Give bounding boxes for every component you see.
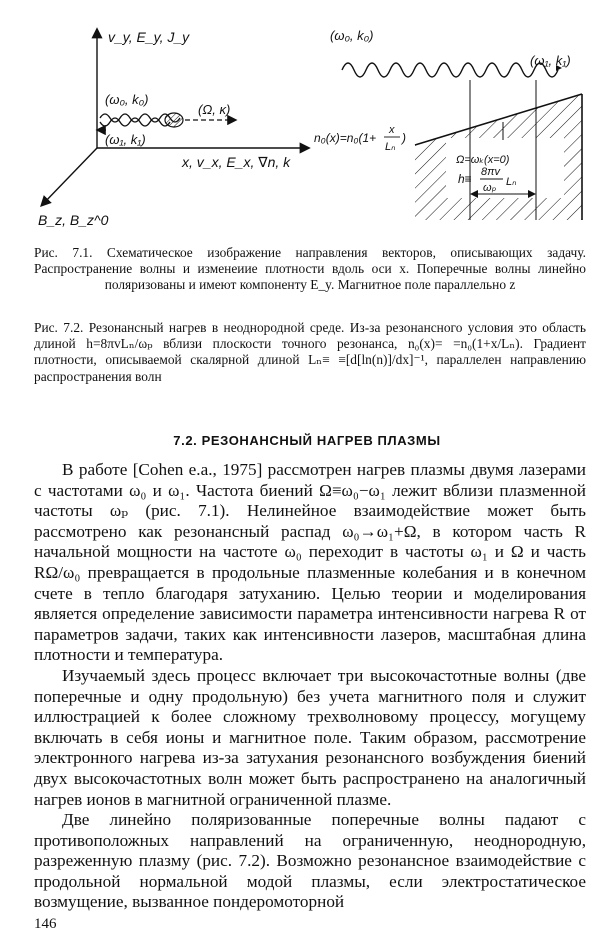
h-lhs: h≡ <box>458 172 472 186</box>
density-close: ) <box>402 131 406 145</box>
figure-7-2-drawing <box>300 20 600 240</box>
figure-7-2-caption: Рис. 7.2. Резонансный нагрев в неоднородной среде. Из-за резонансного условия это область длиной h=8πvLₙ/ωₚ вблизи плоскости точного резонанса, n₀(x)= =n₀(1+x/Lₙ). Градиент плотности, описываемой скалярной длиной Lₙ≡ ≡[d[ln(n)]/dx]⁻¹, параллелен направлению распространения волн <box>34 320 586 384</box>
h-rhs: Lₙ <box>506 176 517 188</box>
h-den: ωₚ <box>483 182 497 194</box>
paragraph-2: Изучаемый здесь процесс включает три высокочастотные волны (две поперечные и одну продольную) без учета магнитного поля и служит иллюстрацией к более сложному трехволновому процессу, могущему включать в себя ионы и магнитное поле. Таким образом, рассмотрение электронного нагрева из-за затухания резонансного возбуждения биений двух высокочастотных волн может быть распространено на аналогичный нагрев ионов в магнитной ограниченной плазме. <box>34 665 586 809</box>
plasma-label: (Ω, κ) <box>198 102 231 117</box>
density-label: n₀(x)=n₀(1+ <box>314 131 377 145</box>
figure-7-2 <box>300 20 600 240</box>
body-text <box>34 460 586 913</box>
figure-7-1 <box>20 20 320 240</box>
h-num: 8πv <box>481 166 500 178</box>
page-number: 146 <box>34 916 57 932</box>
wave1-label: (ω₁, k₁) <box>105 132 146 147</box>
fig2-wave0-label: (ω₀, k₀) <box>330 28 374 43</box>
density-frac-num: x <box>389 124 395 136</box>
density-frac-den: Lₙ <box>385 141 396 153</box>
interaction-blob <box>165 113 183 127</box>
figure-7-1-caption: Рис. 7.1. Схематическое изображение направления векторов, описывающих задачу. Распространение волны и изменеиие плотности вдоль оси x. Поперечные волны линейно поляризованы и имеют компоненту E_y. Магнитное поле параллельно z <box>34 245 586 293</box>
y-axis-label: v_y, E_y, J_y <box>108 29 190 45</box>
wave0-label: (ω₀, k₀) <box>105 92 149 107</box>
wave-line <box>342 63 558 77</box>
z-axis <box>42 148 97 205</box>
paragraph-3: Две линейно поляризованные поперечные волны падают с противоположных направлений на ограниченную, неоднородную, разреженную плазму (рис. 7.2). Возможно резонансное взаимодействие с продольной нормальной модой плазмы, если электростатическое возмущение, вызванное пондеромоторной <box>34 810 586 912</box>
section-heading: 7.2. РЕЗОНАНСНЫЙ НАГРЕВ ПЛАЗМЫ <box>173 433 441 448</box>
z-axis-label: B_z, B_z^0 <box>38 212 109 228</box>
paragraph-1: В работе [Cohen e.a., 1975] рассмотрен нагрев плазмы двумя лазерами с частотами ω₀ и ω₁. Частота биений Ω≡ω₀−ω₁ лежит вблизи плазменной частоты ωₚ (рис. 7.1). Нелинейное взаимодействие может быть рассмотрено как резонансный распад ω₀→ω₁+Ω, в котором часть R начальной мощности на частоте ω₀ переходит в частоты ω₁ и Ω и часть RΩ/ω₀ превращается в продольные плазменные колебания и в конечном счете в тепло благодаря затуханию. Целью теории и моделирования является определение зависимости параметра интенсивности нагрева R от параметров задачи, таких как интенсивности лазеров, масштабная длина плотности и температура. <box>34 460 586 665</box>
figure-7-1-drawing <box>20 20 320 240</box>
x-axis-label: x, v_x, E_x, ∇n, k <box>182 154 291 170</box>
fig2-wave1-label: (ω₁, k₁) <box>530 53 571 68</box>
resonance-label: Ω=ωₖ(x=0) <box>456 154 510 166</box>
